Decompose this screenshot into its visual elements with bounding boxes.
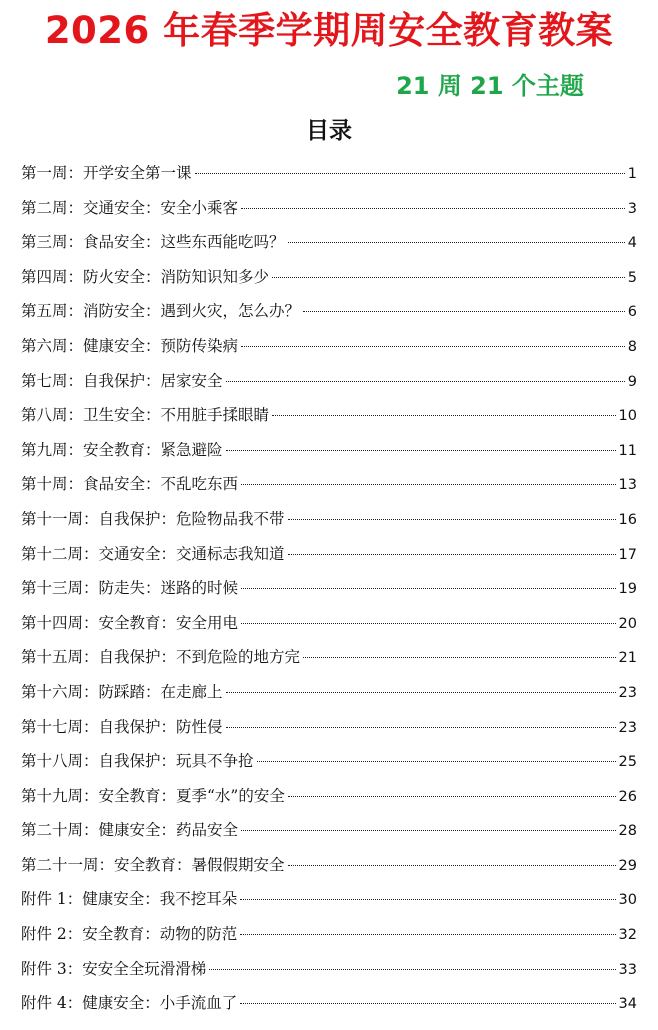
toc-heading: 目录 xyxy=(306,118,352,144)
toc-entry-title: 第九周：安全教育：紧急避险 xyxy=(21,440,223,459)
toc-dot-leader xyxy=(241,623,616,624)
toc-entry-page-number: 23 xyxy=(618,684,637,701)
toc-entry[interactable] xyxy=(21,260,637,295)
toc-entry[interactable] xyxy=(21,225,637,260)
toc-dot-leader xyxy=(288,865,616,866)
toc-entry-title: 第二十一周：安全教育：暑假假期安全 xyxy=(21,855,285,874)
toc-dot-leader xyxy=(241,484,616,485)
toc-entry[interactable] xyxy=(21,433,637,468)
toc-entry-page-number: 8 xyxy=(627,338,637,355)
toc-entry-title: 附件 1：健康安全：我不挖耳朵 xyxy=(21,890,238,909)
toc-entry[interactable] xyxy=(21,294,637,329)
toc-entry-page-number: 10 xyxy=(618,408,637,425)
toc-dot-leader xyxy=(226,727,616,728)
toc-entry[interactable] xyxy=(21,191,637,226)
toc-entry-page-number: 4 xyxy=(627,235,637,252)
toc-dot-leader xyxy=(272,277,625,278)
document-title: 2026 年春季学期周安全教育教案 xyxy=(44,9,614,52)
toc-dot-leader xyxy=(303,311,625,312)
toc-entry[interactable] xyxy=(21,329,637,364)
toc-dot-leader xyxy=(240,1003,615,1004)
toc-entry-title: 第十五周：自我保护：不到危险的地方完 xyxy=(21,648,301,667)
toc-entry[interactable] xyxy=(21,467,637,502)
toc-dot-leader xyxy=(288,796,616,797)
toc-entry[interactable] xyxy=(21,882,637,917)
toc-entry[interactable] xyxy=(21,952,637,987)
toc-entry-title: 第二十周：健康安全：药品安全 xyxy=(21,821,239,840)
toc-entry-title: 第一周：开学安全第一课 xyxy=(21,164,192,182)
toc-entry-title: 第十周：食品安全：不乱吃东西 xyxy=(21,475,239,494)
toc-dot-leader xyxy=(240,934,615,935)
toc-entry[interactable] xyxy=(21,986,637,1021)
toc-entry[interactable] xyxy=(21,640,637,675)
toc-entry-page-number: 23 xyxy=(618,719,637,736)
toc-entry-page-number: 29 xyxy=(618,857,637,874)
toc-entry-page-number: 13 xyxy=(618,477,637,494)
toc-entry-page-number: 16 xyxy=(618,511,637,528)
toc-entry-title: 第三周：食品安全：这些东西能吃吗？ xyxy=(21,233,285,252)
toc-entry-page-number: 9 xyxy=(627,373,637,390)
toc-entry[interactable] xyxy=(21,502,637,537)
toc-entry[interactable] xyxy=(21,398,637,433)
toc-entry-title: 第十六周：防踩踏：在走廊上 xyxy=(21,682,223,701)
toc-entry-title: 附件 3：安安全全玩滑滑梯 xyxy=(21,959,207,978)
toc-entry[interactable] xyxy=(21,156,637,191)
toc-entry-page-number: 19 xyxy=(618,581,637,598)
toc-entry-page-number: 33 xyxy=(618,961,637,978)
toc-entry-title: 第十四周：安全教育：安全用电 xyxy=(21,613,239,632)
toc-entry[interactable] xyxy=(21,917,637,952)
toc-entry-title: 第十八周：自我保护：玩具不争抢 xyxy=(21,752,254,771)
toc-entry-page-number: 6 xyxy=(627,304,637,321)
toc-dot-leader xyxy=(241,208,625,209)
toc-entry-page-number: 1 xyxy=(627,166,637,182)
toc-entry[interactable] xyxy=(21,606,637,641)
toc-entry-title: 第七周：自我保护：居家安全 xyxy=(21,371,223,390)
toc-entry-title: 附件 2：安全教育：动物的防范 xyxy=(21,925,238,944)
toc-entry-page-number: 26 xyxy=(618,788,637,805)
toc-entry-title: 第十七周：自我保护：防性侵 xyxy=(21,717,223,736)
toc-entry-title: 第五周：消防安全：遇到火灾，怎么办？ xyxy=(21,302,301,321)
toc-entry-page-number: 34 xyxy=(618,996,637,1013)
toc-entry-title: 第六周：健康安全：预防传染病 xyxy=(21,336,239,355)
toc-dot-leader xyxy=(226,692,616,693)
toc-entry-title: 第八周：卫生安全：不用脏手揉眼睛 xyxy=(21,406,270,425)
toc-entry-page-number: 25 xyxy=(618,754,637,771)
toc-dot-leader xyxy=(241,346,625,347)
toc-dot-leader xyxy=(288,242,625,243)
toc-entry-title: 第十三周：防走失：迷路的时候 xyxy=(21,579,239,598)
toc-dot-leader xyxy=(226,450,616,451)
toc-dot-leader xyxy=(209,969,615,970)
toc-entry-page-number: 17 xyxy=(618,546,637,563)
toc-dot-leader xyxy=(240,899,615,900)
toc-dot-leader xyxy=(226,381,625,382)
toc-entry[interactable] xyxy=(21,710,637,745)
toc-entry-page-number: 5 xyxy=(627,269,637,286)
toc-entry-title: 第十一周：自我保护：危险物品我不带 xyxy=(21,509,285,528)
toc-dot-leader xyxy=(272,415,616,416)
toc-entry-title: 第四周：防火安全：消防知识知多少 xyxy=(21,267,270,286)
toc-entry[interactable] xyxy=(21,779,637,814)
toc-entry-title: 第十九周：安全教育：夏季“水”的安全 xyxy=(21,786,285,805)
toc-dot-leader xyxy=(303,657,616,658)
toc-entry-page-number: 21 xyxy=(618,650,637,667)
toc-dot-leader xyxy=(257,761,616,762)
toc-entry[interactable] xyxy=(21,571,637,606)
toc-entry-page-number: 3 xyxy=(627,200,637,217)
toc-entry-title: 第十二周：交通安全：交通标志我知道 xyxy=(21,544,285,563)
toc-entry-page-number: 11 xyxy=(618,442,637,459)
toc-dot-leader xyxy=(288,519,616,520)
toc-entry[interactable] xyxy=(21,675,637,710)
toc-dot-leader xyxy=(241,830,616,831)
document-subtitle: 21 周 21 个主题 xyxy=(396,72,584,100)
toc-entry-page-number: 32 xyxy=(618,927,637,944)
toc-entry-page-number: 28 xyxy=(618,823,637,840)
toc-entry[interactable] xyxy=(21,537,637,572)
toc-entry[interactable] xyxy=(21,364,637,399)
toc-entry-title: 附件 4：健康安全：小手流血了 xyxy=(21,994,238,1013)
toc-entry-title: 第二周：交通安全：安全小乘客 xyxy=(21,198,239,217)
toc-entry[interactable] xyxy=(21,744,637,779)
toc-entry[interactable] xyxy=(21,848,637,883)
toc-dot-leader xyxy=(241,588,616,589)
toc-entry-page-number: 30 xyxy=(618,892,637,909)
toc-dot-leader xyxy=(195,173,625,174)
toc-entry[interactable] xyxy=(21,813,637,848)
toc-entry-page-number: 20 xyxy=(618,615,637,632)
toc-dot-leader xyxy=(288,554,616,555)
table-of-contents xyxy=(21,156,637,1021)
